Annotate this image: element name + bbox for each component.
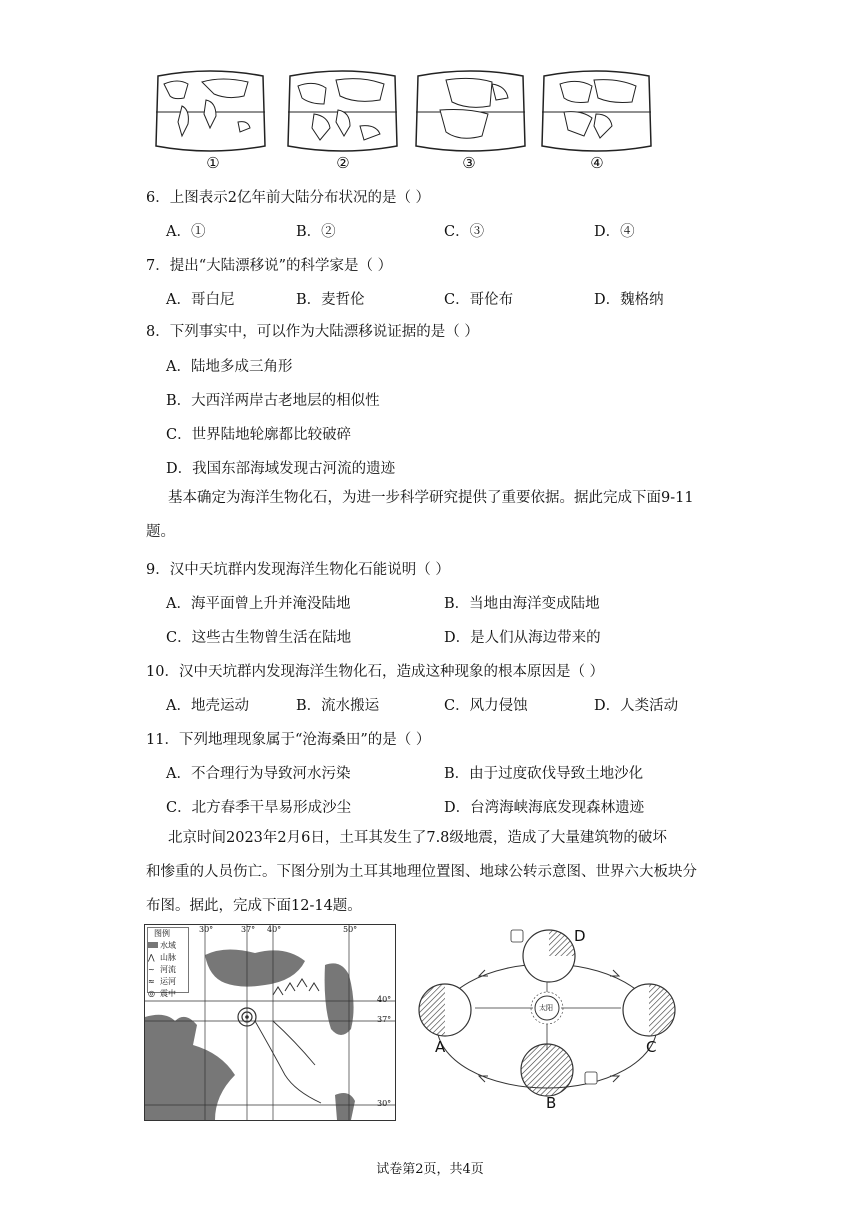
question-9-stem: 9．汉中天坑群内发现海洋生物化石能说明（ ） [146, 562, 450, 578]
q9-option-d[interactable]: D．是人们从海边带来的 [444, 630, 601, 646]
world-map-4 [538, 70, 655, 152]
map-label-1: ① [206, 154, 220, 172]
page-footer: 试卷第2页，共4页 [376, 1162, 484, 1177]
q7-option-a[interactable]: A．哥白尼 [166, 292, 235, 308]
q8-option-d[interactable]: D．我国东部海域发现古河流的遗迹 [166, 461, 396, 477]
passage-2-line-3: 布图。据此，完成下面12-14题。 [146, 898, 362, 914]
orbit-graphic [415, 926, 680, 1116]
turkey-location-map [144, 924, 396, 1121]
lon-label-30: 30° [199, 925, 214, 934]
mountain-icon: ⋀ [148, 953, 155, 962]
world-map-1 [152, 70, 269, 152]
q9-option-a[interactable]: A．海平面曾上升并淹没陆地 [166, 596, 351, 612]
river-icon: ~ [148, 965, 155, 974]
q6-option-c[interactable]: C．③ [444, 224, 485, 240]
lon-label-37: 37° [241, 925, 256, 934]
legend-epicenter: ◎ 震中 [148, 989, 176, 998]
world-map-3 [412, 70, 529, 152]
q9-option-b[interactable]: B．当地由海洋变成陆地 [444, 596, 600, 612]
q8-option-a[interactable]: A．陆地多成三角形 [166, 359, 293, 375]
passage-2-line-1: 北京时间2023年2月6日，土耳其发生了7.8级地震，造成了大量建筑物的破坏 [168, 830, 667, 846]
question-10-stem: 10．汉中天坑群内发现海洋生物化石，造成这种现象的根本原因是（ ） [146, 664, 605, 680]
legend-mountain: ⋀ 山脉 [148, 953, 176, 962]
q11-option-c[interactable]: C．北方春季干旱易形成沙尘 [166, 800, 352, 816]
q8-option-b[interactable]: B．大西洋两岸古老地层的相似性 [166, 393, 380, 409]
lat-label-37: 37° [377, 1015, 392, 1024]
orbit-position-c: C [646, 1038, 657, 1056]
map-label-3: ③ [462, 154, 476, 172]
canal-icon: ≈ [148, 977, 155, 986]
legend-canal: ≈ 运河 [148, 977, 176, 986]
q7-option-d[interactable]: D．魏格纳 [594, 292, 664, 308]
question-6-stem: 6．上图表示2亿年前大陆分布状况的是（ ） [146, 190, 431, 206]
world-map-2 [284, 70, 401, 152]
question-8-stem: 8．下列事实中，可以作为大陆漂移说证据的是（ ） [146, 324, 479, 340]
passage-1-line-1: 基本确定为海洋生物化石，为进一步科学研究提供了重要依据。据此完成下面9-11 [168, 490, 694, 506]
legend-water: 水域 [148, 940, 188, 952]
lat-label-40: 40° [377, 995, 392, 1004]
question-7-stem: 7．提出“大陆漂移说”的科学家是（ ） [146, 258, 393, 274]
q6-option-b[interactable]: B．② [296, 224, 336, 240]
orbit-position-a: A [435, 1038, 446, 1056]
q7-option-c[interactable]: C．哥伦布 [444, 292, 514, 308]
q10-option-a[interactable]: A．地壳运动 [166, 698, 249, 714]
water-swatch-icon [148, 942, 158, 948]
q11-option-d[interactable]: D．台湾海峡海底发现森林遗迹 [444, 800, 645, 816]
earth-orbit-diagram [415, 926, 680, 1116]
map-legend [147, 927, 189, 998]
lat-label-30: 30° [377, 1099, 392, 1108]
map-label-2: ② [336, 154, 350, 172]
epicenter-icon: ◎ [148, 989, 155, 998]
passage-2-line-2: 和惨重的人员伤亡。下图分别为土耳其地理位置图、地球公转示意图、世界六大板块分 [146, 864, 697, 880]
q10-option-d[interactable]: D．人类活动 [594, 698, 679, 714]
orbit-position-b: B [546, 1094, 557, 1112]
lon-label-50: 50° [343, 925, 358, 934]
map-label-4: ④ [590, 154, 604, 172]
question-11-stem: 11．下列地理现象属于“沧海桑田”的是（ ） [146, 732, 431, 748]
q6-option-a[interactable]: A．① [166, 224, 206, 240]
q10-option-b[interactable]: B．流水搬运 [296, 698, 380, 714]
legend-river: ~ 河流 [148, 965, 176, 974]
sun-label: 太阳 [539, 1004, 553, 1012]
q11-option-a[interactable]: A．不合理行为导致河水污染 [166, 766, 351, 782]
passage-1-line-2: 题。 [146, 524, 175, 540]
q11-option-b[interactable]: B．由于过度砍伐导致土地沙化 [444, 766, 644, 782]
q10-option-c[interactable]: C．风力侵蚀 [444, 698, 528, 714]
q9-option-c[interactable]: C．这些古生物曾生活在陆地 [166, 630, 352, 646]
lon-label-40: 40° [267, 925, 282, 934]
q6-option-d[interactable]: D．④ [594, 224, 635, 240]
orbit-position-d: D [574, 927, 586, 945]
legend-title: 图例 [154, 929, 170, 938]
q8-option-c[interactable]: C．世界陆地轮廓都比较破碎 [166, 427, 352, 443]
q7-option-b[interactable]: B．麦哲伦 [296, 292, 365, 308]
